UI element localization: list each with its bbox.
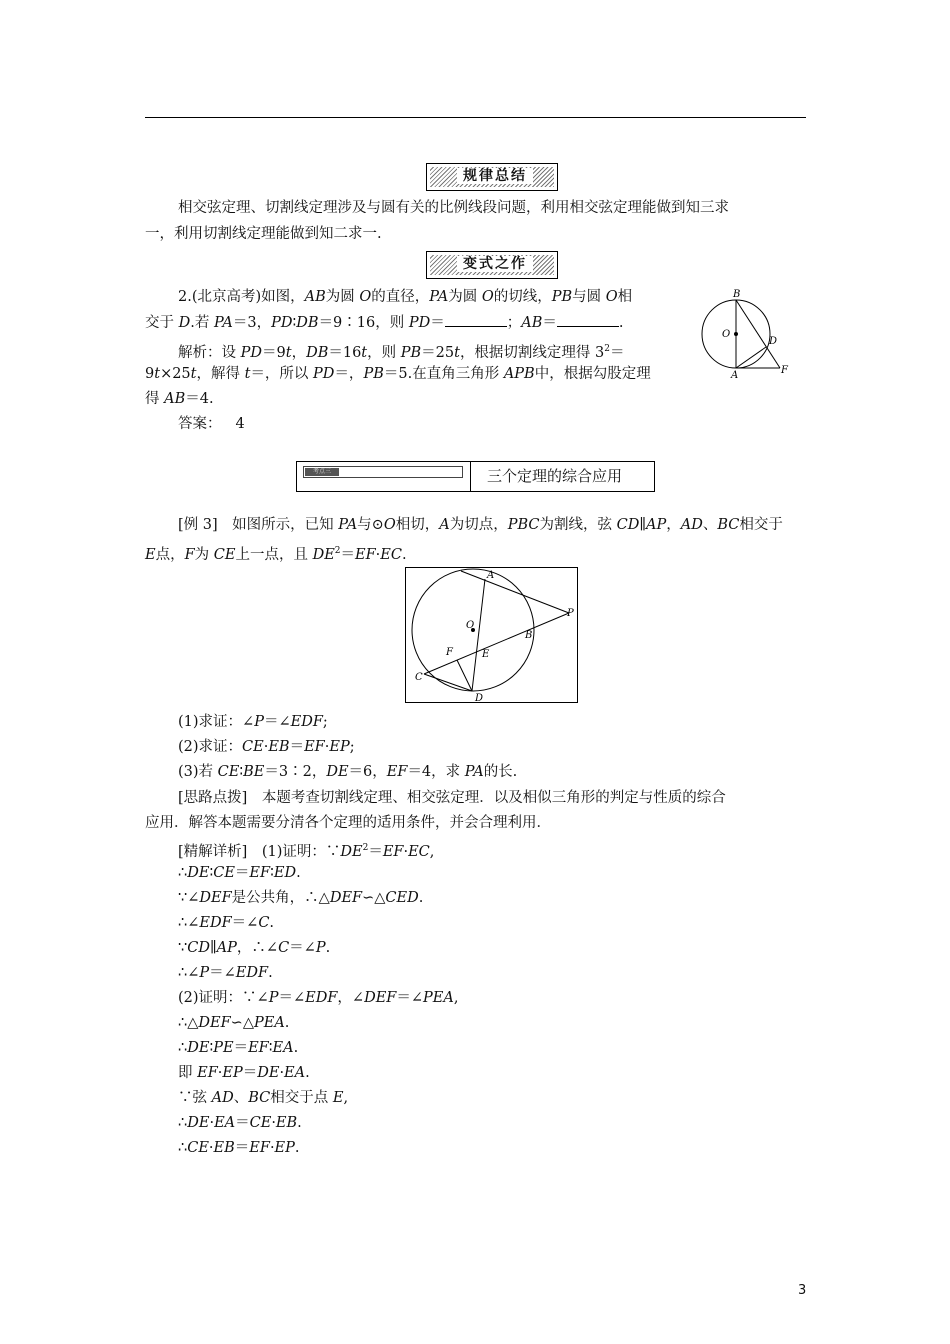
question-2: (2)求证：CE·EB＝EF·EP;	[178, 739, 355, 755]
figure-example3	[405, 567, 579, 704]
question-1: (1)求证：∠P＝∠EDF;	[178, 714, 328, 730]
fig1-label-a: A	[731, 370, 739, 379]
fig1-label-d: D	[769, 336, 778, 347]
variant-banner-label: 变式之作	[457, 256, 533, 272]
fig2-label-p: P	[567, 608, 574, 619]
fig2-label-d: D	[475, 693, 484, 704]
hint-line-2: 应用．解答本题需要分清各个定理的适用条件，并会合理利用．	[145, 815, 551, 831]
detail-line-10: 即 EF·EP＝DE·EA.	[178, 1065, 310, 1081]
section-title: 三个定理的综合应用	[487, 467, 623, 485]
detail-line-11: ∵弦 AD、BC相交于点 E,	[178, 1090, 349, 1106]
answer-blank-ab	[557, 314, 619, 327]
detail-line-13: ∴CE·EB＝EF·EP.	[178, 1140, 300, 1156]
summary-line-2: 一，利用切割线定理能做到知二求一.	[145, 226, 382, 242]
fig2-label-o: O	[466, 620, 475, 631]
section-tag: 考点三	[305, 468, 339, 476]
solution2-line-3: 得 AB＝4.	[145, 391, 214, 407]
fig1-label-o: O	[722, 329, 731, 340]
example3-line-1: [例 3] 如图所示，已知 PA与⊙O相切，A为切点，PBC为割线，弦 CD∥AP，AD、BC相交于	[178, 517, 783, 533]
variant-banner	[426, 251, 558, 279]
answer-blank-pd	[445, 314, 507, 327]
fig2-label-e: E	[482, 649, 490, 660]
answer2: 答案： 4	[178, 416, 245, 432]
hint-line-1: [思路点拨] 本题考查切割线定理、相交弦定理．以及相似三角形的判定与性质的综合	[178, 790, 726, 806]
detail-line-1: [精解详析] (1)证明：$\because DE^2=EF\cdot EC$,	[178, 843, 435, 860]
fig2-label-c: C	[415, 672, 423, 683]
header-rule	[145, 117, 806, 118]
detail-line-4: ∴∠EDF＝∠C.	[178, 915, 275, 931]
detail-line-2: ∴DE∶CE＝EF∶ED.	[178, 865, 301, 881]
detail-line-7: (2)证明：∵∠P＝∠EDF，∠DEF＝∠PEA,	[178, 990, 459, 1006]
detail-line-9: ∴DE∶PE＝EF∶EA.	[178, 1040, 299, 1056]
section-tag-bar	[303, 466, 463, 478]
example3-line-2: E点，F为 CE上一点，且 $DE^2=EF\cdot EC$.	[145, 546, 407, 563]
detail-line-12: ∴DE·EA＝CE·EB.	[178, 1115, 302, 1131]
fig2-label-f: F	[446, 647, 453, 658]
detail-line-3: ∵∠DEF是公共角，∴△DEF∽△CED.	[178, 890, 424, 906]
summary-line-1: 相交弦定理、切割线定理涉及与圆有关的比例线段问题，利用相交弦定理能做到知三求	[178, 200, 729, 216]
figure-circle-tangent	[700, 284, 795, 379]
solution2-line-1: 解析：设 PD＝9t，DB＝16t，则 PB＝25t，根据切割线定理得 $3^2=$	[178, 344, 625, 361]
fig1-label-b: B	[733, 289, 741, 300]
solution2-line-2: 9t×25t，解得 t＝，所以 PD＝，PB＝5.在直角三角形 APB中，根据勾股定理	[145, 366, 651, 382]
question-3: (3)若 CE∶BE＝3∶2，DE＝6，EF＝4，求 PA的长.	[178, 764, 518, 780]
summary-banner-label: 规律总结	[457, 168, 533, 184]
page-number: 3	[798, 1283, 807, 1298]
detail-line-6: ∴∠P＝∠EDF.	[178, 965, 273, 981]
fig2-label-a: A	[487, 570, 495, 581]
problem2-line-1: 2.(北京高考)如图，AB为圆 O的直径，PA为圆 O的切线，PB与圆 O相	[178, 289, 633, 305]
detail-line-5: ∵CD∥AP，∴∠C＝∠P.	[178, 940, 331, 956]
fig1-label-f: F	[781, 365, 788, 376]
problem2-line-2: 交于 D.若 PA＝3，PD∶DB＝9∶16，则 PD＝ ；AB＝ .	[145, 315, 624, 331]
summary-banner	[426, 163, 558, 191]
fig2-label-b: B	[525, 630, 533, 641]
detail-line-8: ∴△DEF∽△PEA.	[178, 1015, 290, 1031]
section-header-box	[296, 461, 655, 492]
